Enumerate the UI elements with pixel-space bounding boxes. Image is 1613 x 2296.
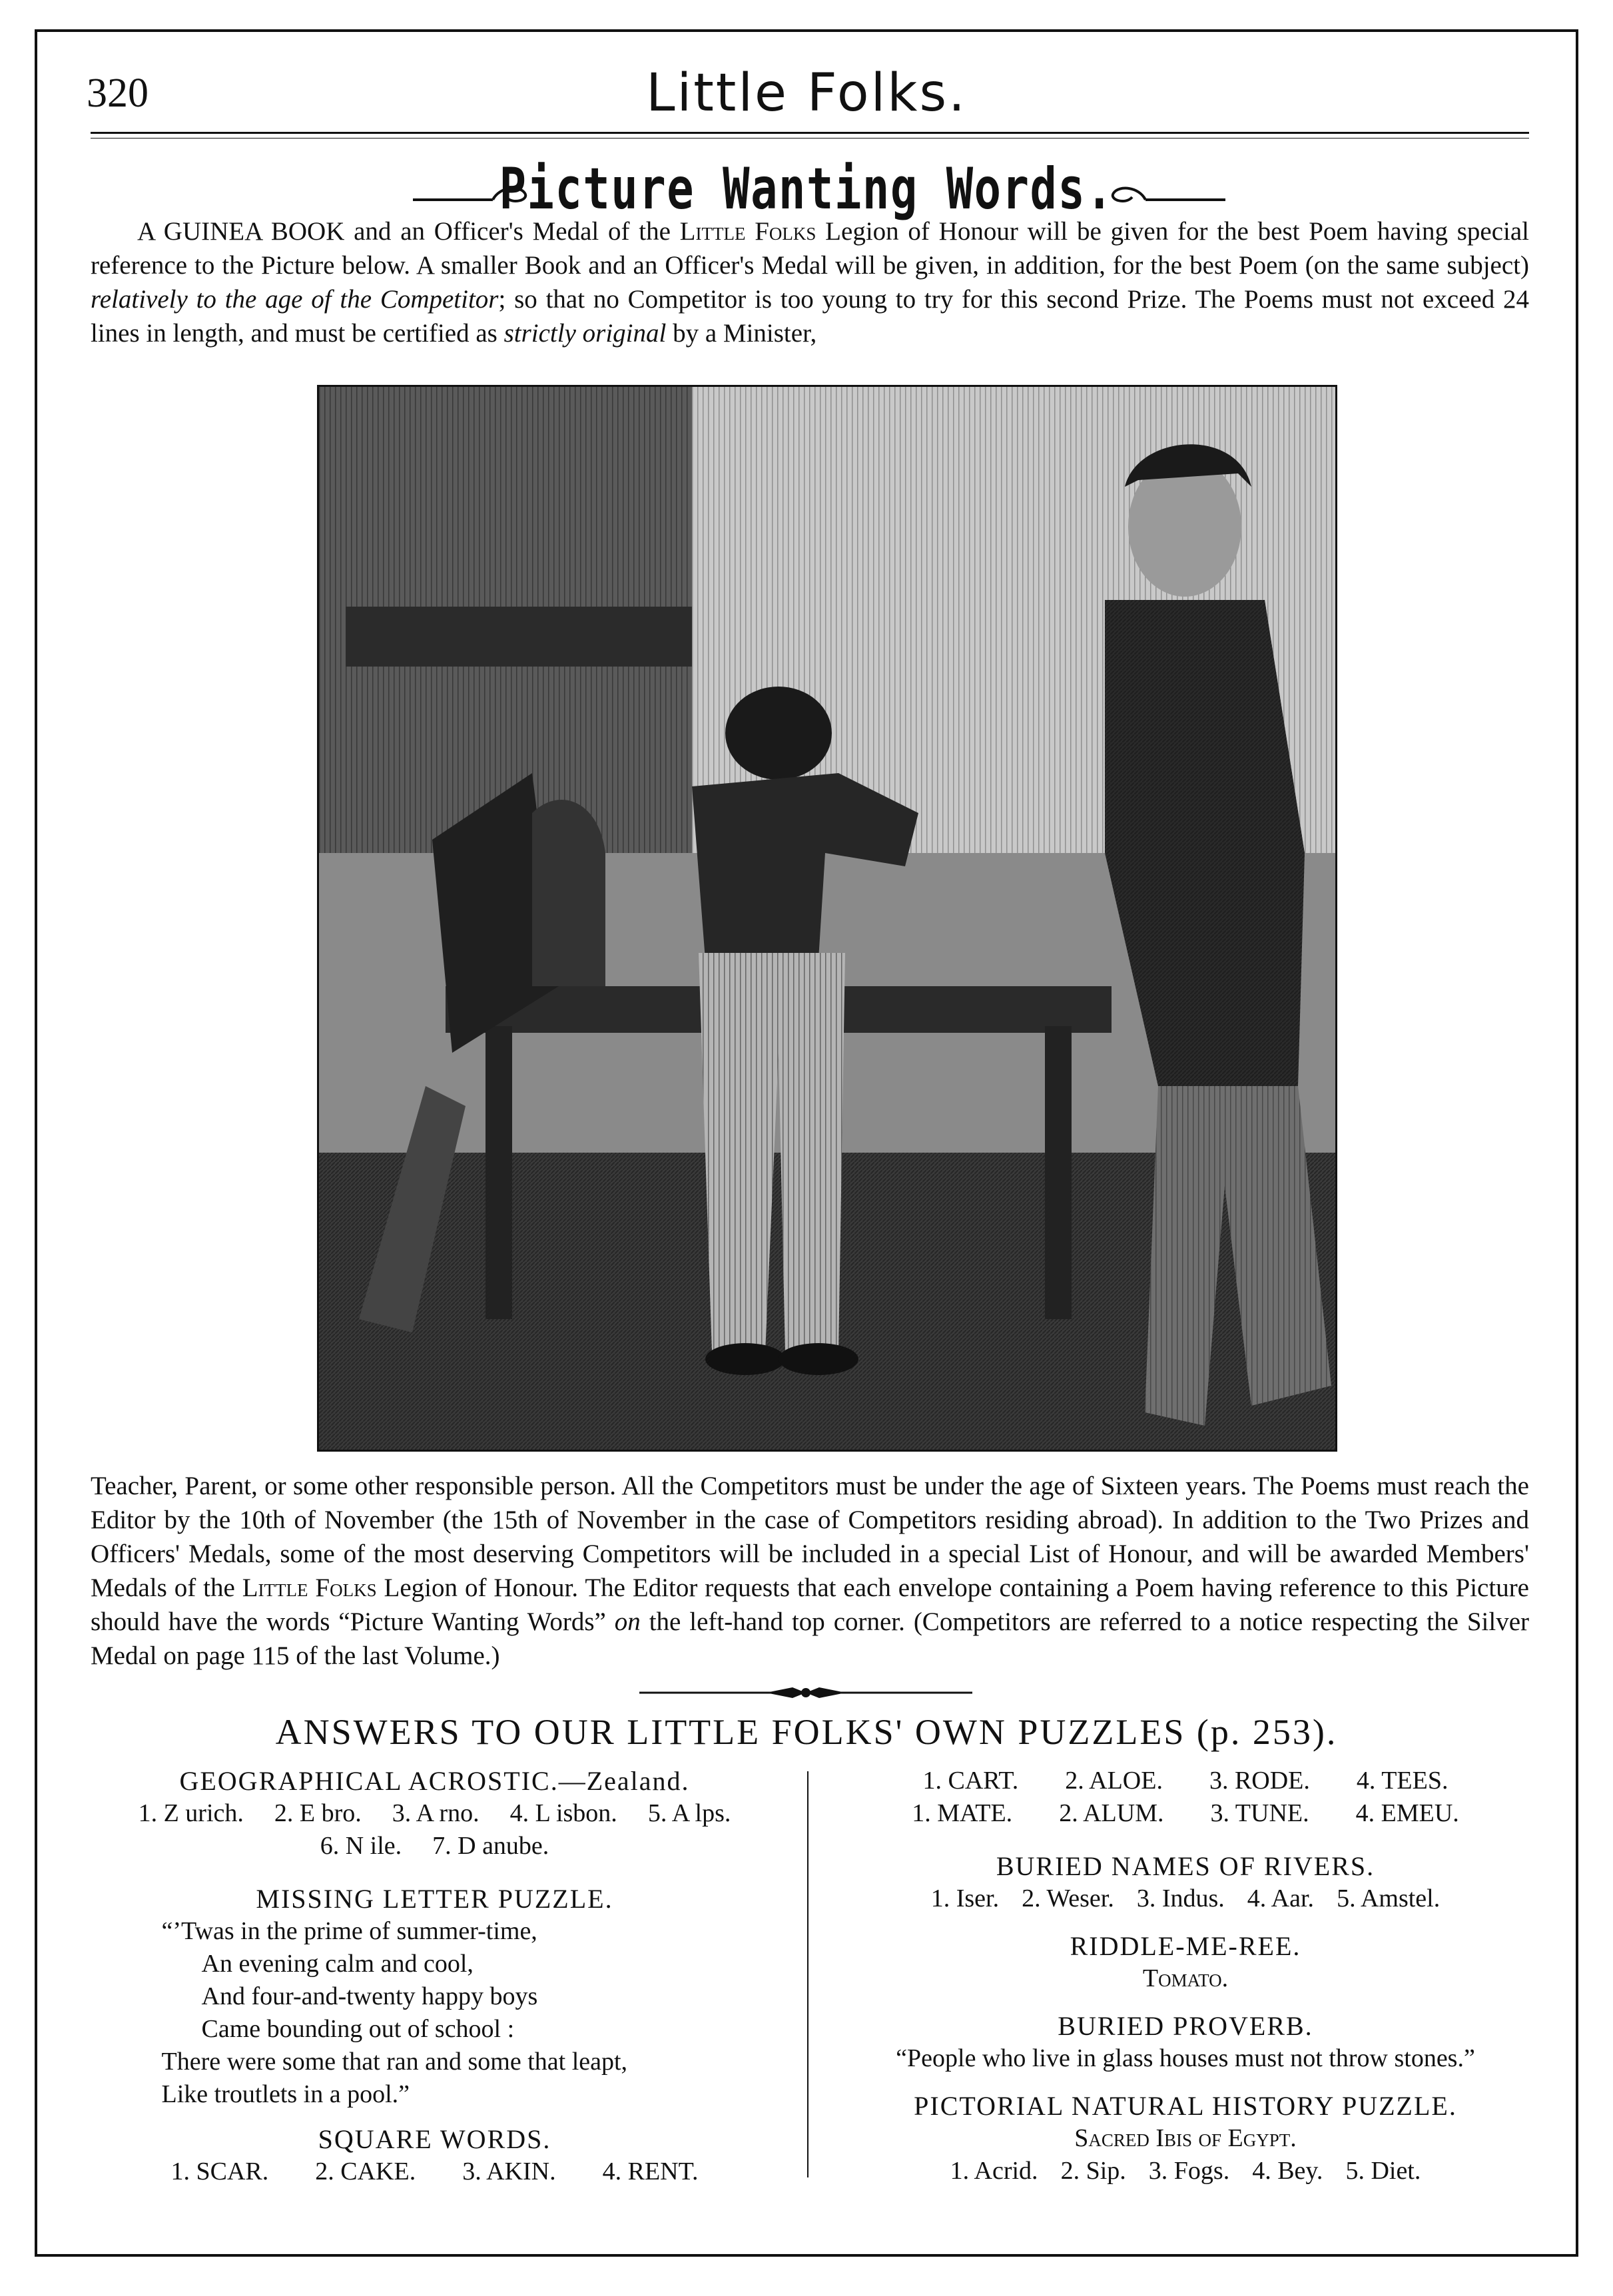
square-words-title: SQUARE WORDS. (318, 2124, 551, 2154)
square-words-row: 1. SCAR. 2. CAKE. 3. AKIN. 4. RENT. (170, 2157, 699, 2185)
poem-answer: “’Twas in the prime of summer-time, An evening calm and cool, And four-and-twenty happy boys Came bounding out of school : There were some that ran and some that leapt, Like troutlets in a pool.” (161, 1917, 628, 2108)
intro-paragraph: A GUINEA BOOK and an Officer's Medal of the Little Folks Legion of Honour will be given for the best Poem having special reference to the Picture below. A smaller Book and an Officer's Medal will be given, in addition, for the best Poem (on the same subject) relatively to the age of the Competitor; so that no Competitor is too young to try for this second Prize. The Poems must not exceed 24 lines in length, and must be certified as strictly original by a Minister, (91, 217, 1530, 348)
answers-right-column (812, 1765, 1558, 2187)
answers-title: ANSWERS TO OUR LITTLE FOLKS' OWN PUZZLES (p. 253). (275, 1712, 1338, 1752)
riddle-title: RIDDLE-ME-REE. (1070, 1931, 1301, 1961)
engraving-picture (317, 385, 1337, 1452)
ornamental-divider-icon (639, 1685, 972, 1701)
answers-left-column (67, 1765, 803, 2188)
magazine-title: Little Folks. (646, 63, 967, 123)
column-divider (807, 1771, 808, 2177)
square-row-1: 1. CART. 2. ALOE. 3. RODE. 4. TEES. (922, 1767, 1449, 1795)
acrostic-row-2: 6. N ile. 7. D anube. (320, 1832, 549, 1860)
proverb-title: BURIED PROVERB. (1058, 2011, 1313, 2041)
rivers-row: 1. Iser. 2. Weser. 3. Indus. 4. Aar. 5. Amstel. (930, 1884, 1441, 1912)
acrostic-row-1: 1. Z urich. 2. E bro. 3. A rno. 4. L isbon. 5. A lps. (138, 1799, 731, 1827)
header-rule (91, 132, 1529, 134)
acrostic-title: GEOGRAPHICAL ACROSTIC.—Zealand. (179, 1766, 690, 1796)
pictorial-subtitle: Sacred Ibis of Egypt. (1074, 2124, 1297, 2152)
right-ornament-icon (1106, 173, 1225, 206)
square-row-2: 1. MATE. 2. ALUM. 3. TUNE. 4. EMEU. (912, 1799, 1459, 1827)
pictorial-row: 1. Acrid. 2. Sip. 3. Fogs. 4. Bey. 5. Diet. (950, 2157, 1421, 2185)
missing-letter-title: MISSING LETTER PUZZLE. (256, 1884, 613, 1914)
rivers-title: BURIED NAMES OF RIVERS. (996, 1851, 1375, 1881)
proverb-answer: “People who live in glass houses must not throw stones.” (896, 2044, 1475, 2072)
outro-paragraph: Teacher, Parent, or some other responsible person. All the Competitors must be under the age of Sixteen years. The Poems must reach the Editor by the 10th of November (the 15th of November in the case of Competitors residing abroad). In addition to the Two Prizes and Officers' Medals, some of the most deserving Competitors will be included in a special List of Honour, and will be awarded Members' Medals of the Little Folks Legion of Honour. The Editor requests that each envelope containing a Poem having reference to this Picture should have the words “Picture Wanting Words” on the left-hand top corner. (Competitors are referred to a notice respecting the Silver Medal on page 115 of the last Volume.) (91, 1472, 1529, 1670)
page-number: 320 (87, 71, 149, 116)
header-rule-thin (91, 138, 1529, 139)
riddle-answer: Tomato. (1142, 1964, 1229, 1992)
section-title: Picture Wanting Words. (499, 156, 1114, 222)
pictorial-title: PICTORIAL NATURAL HISTORY PUZZLE. (914, 2091, 1457, 2121)
